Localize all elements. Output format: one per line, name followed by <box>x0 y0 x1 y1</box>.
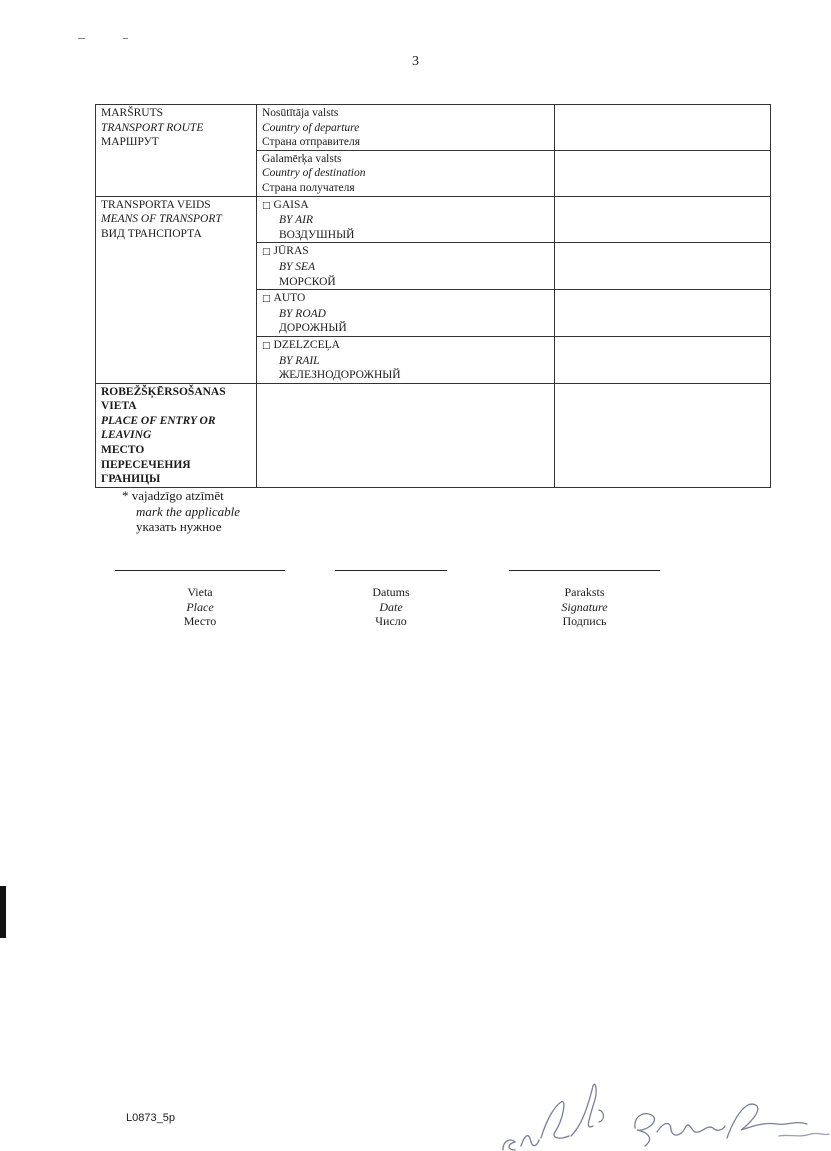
border-label-ru-1: МЕСТО <box>101 444 145 457</box>
place-label-lv: Vieta <box>187 585 213 599</box>
date-field <box>335 570 447 629</box>
destination-label-ru: Страна получателя <box>262 181 355 194</box>
transport-mode-sea <box>257 243 555 290</box>
footnote <box>122 488 240 535</box>
mode-sea-value-field[interactable] <box>555 243 771 290</box>
destination-label-en: Country of destination <box>262 167 366 180</box>
destination-label-cell <box>257 150 555 196</box>
departure-label-ru: Страна отправителя <box>262 136 361 149</box>
date-label-lv: Datums <box>372 585 410 599</box>
handwritten-signatures <box>495 1080 831 1151</box>
scan-edge <box>0 886 6 938</box>
signature-line[interactable] <box>509 570 660 583</box>
date-label-ru: Число <box>375 614 407 628</box>
mode-rail-en: BY RAIL <box>279 354 320 367</box>
date-label-en: Date <box>379 599 403 614</box>
departure-value-field[interactable] <box>555 105 771 151</box>
transport-label-ru: ВИД ТРАНСПОРТА <box>101 227 202 240</box>
footnote-lv: * vajadzīgo atzīmēt <box>122 488 224 503</box>
mode-sea-en: BY SEA <box>279 260 316 273</box>
checkbox-air[interactable]: □ <box>262 200 271 211</box>
scan-mark <box>78 38 85 39</box>
mode-air-en: BY AIR <box>279 214 313 227</box>
departure-label-en: Country of departure <box>262 121 360 134</box>
mode-road-en: BY ROAD <box>279 307 326 320</box>
footnote-ru: указать нужное <box>136 519 222 534</box>
border-place-value-field[interactable] <box>257 383 555 487</box>
border-place-extra-field[interactable] <box>555 383 771 487</box>
mode-air-ru: ВОЗДУШНЫЙ <box>279 228 355 241</box>
place-line[interactable] <box>115 570 285 583</box>
mode-road-lv: AUTO <box>273 292 306 305</box>
transport-mode-rail <box>257 336 555 383</box>
transport-label-lv: TRANSPORTA VEIDS <box>101 198 211 211</box>
border-label-en-2: LEAVING <box>101 429 152 442</box>
destination-value-field[interactable] <box>555 150 771 196</box>
mode-road-ru: ДОРОЖНЫЙ <box>279 322 347 335</box>
destination-label-lv: Galamērķa valsts <box>262 152 342 165</box>
route-label-en: TRANSPORT ROUTE <box>101 121 204 134</box>
transport-mode-air <box>257 196 555 243</box>
border-place-label-cell <box>96 383 257 487</box>
transport-label-en: MEANS OF TRANSPORT <box>101 213 222 226</box>
mode-sea-lv: JŪRAS <box>273 245 309 258</box>
handwritten-signature-2 <box>635 1104 829 1146</box>
date-line[interactable] <box>335 570 447 583</box>
border-label-en-1: PLACE OF ENTRY OR <box>101 414 216 427</box>
footnote-en: mark the applicable <box>136 503 240 519</box>
checkbox-sea[interactable]: □ <box>262 247 271 258</box>
mode-rail-value-field[interactable] <box>555 336 771 383</box>
signature-label-ru: Подпись <box>562 614 607 628</box>
route-label-ru: МАРШРУТ <box>101 136 159 149</box>
document-code: L0873_5p <box>126 1112 175 1124</box>
scan-mark <box>123 38 128 39</box>
checkbox-road[interactable]: □ <box>262 294 271 305</box>
border-label-lv-2: VIETA <box>101 400 137 413</box>
mode-rail-lv: DZELZCEĻA <box>273 338 340 351</box>
signature-label-lv: Paraksts <box>564 585 605 599</box>
route-label-lv: MARŠRUTS <box>101 107 163 119</box>
border-label-ru-2: ПЕРЕСЕЧЕНИЯ <box>101 458 191 471</box>
mode-sea-ru: МОРСКОЙ <box>279 275 336 288</box>
signature-field <box>509 570 660 629</box>
departure-label-cell <box>257 105 555 151</box>
route-label-cell <box>96 105 257 197</box>
border-label-ru-3: ГРАНИЦЫ <box>101 473 161 486</box>
mode-rail-ru: ЖЕЛЕЗНОДОРОЖНЫЙ <box>279 369 401 382</box>
signature-label-en: Signature <box>561 599 608 614</box>
place-label-en: Place <box>186 599 214 614</box>
handwritten-signature-1 <box>503 1084 604 1150</box>
place-field <box>115 570 285 629</box>
transport-label-cell <box>96 196 257 383</box>
mode-air-value-field[interactable] <box>555 196 771 243</box>
transport-mode-road <box>257 290 555 337</box>
departure-label-lv: Nosūtītāja valsts <box>262 107 339 119</box>
mode-road-value-field[interactable] <box>555 290 771 337</box>
place-label-ru: Место <box>183 614 217 628</box>
border-label-lv-1: ROBEŽŠĶĒRSOŠANAS <box>101 385 226 398</box>
transport-form-table <box>95 104 771 488</box>
checkbox-rail[interactable]: □ <box>262 340 271 351</box>
mode-air-lv: GAISA <box>273 198 309 211</box>
page-number: 3 <box>412 54 419 69</box>
